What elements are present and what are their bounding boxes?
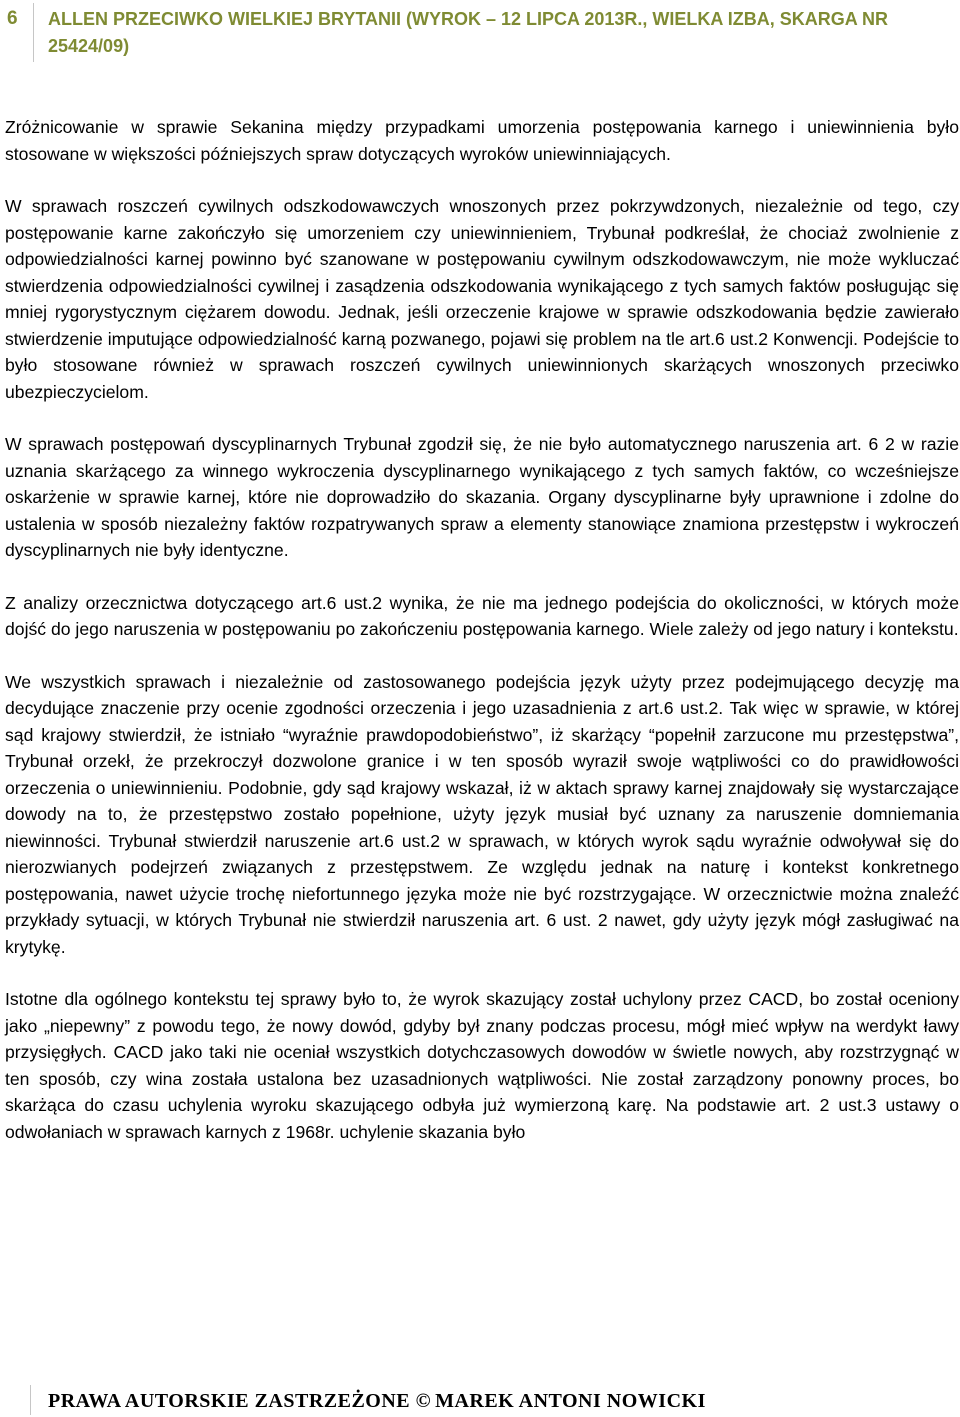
footer-divider — [30, 1385, 31, 1415]
header-divider — [33, 3, 34, 62]
paragraph: W sprawach roszczeń cywilnych odszkodowawczych wnoszonych przez pokrzywdzonych, niezależnie od tego, czy postępowanie karne zakończyło się umorzeniem czy uniewinnieniem, Trybunał podkreślał, że chociaż zwolnienie z odpowiedzialności karnej powinno być szanowane w postępowaniu cywilnym odszkodowawczym, nie może wykluczać stwierdzenia odpowiedzialności cywilnej i zasądzenia odszkodowania wynikającego z tych samych faktów posługując się mniej rygorystycznym ciężarem dowodu. Jednak, jeśli orzeczenie krajowe w sprawie odszkodowania będzie zawierało stwierdzenie imputujące odpowiedzialność karną pozwanego, pojawi się problem na tle art.6 ust.2 Konwencji. Podejście to było stosowane również w sprawach roszczeń cywilnych uniewinnionych skarżących wnoszonych przeciwko ubezpieczycielom. — [5, 196, 959, 402]
paragraph: Istotne dla ogólnego kontekstu tej sprawy było to, że wyrok skazujący został uchylony przez CACD, bo został oceniony jako „niepewny” z powodu tego, że nowy dowód, gdyby był znany podczas procesu, mógł mieć wpływ na werdykt ławy przysięgłych. CACD jako taki nie oceniał wszystkich dotychczasowych dowodów w świetle nowych, aby rozstrzygnąć w ten sposób, czy wina została ustalona bez uzasadnionych wątpliwości. Nie został zarządzony ponowny proces, bo skarżąca do czasu uchylenia wyroku skazującego odbyła już wymierzoną karę. Na podstawie art. 2 ust.3 ustawy o odwołaniach w sprawach karnych z 1968r. uchylenie skazania było — [5, 989, 959, 1142]
paragraph: We wszystkich sprawach i niezależnie od zastosowanego podejścia język użyty przez podejmującego decyzję ma decydujące znaczenie przy ocenie zgodności orzeczenia i jego uzasadnienia z art.6 ust.2. Tak więc w sprawie, w której sąd krajowy stwierdził, że istniało “wyraźnie prawdopodobieństwo”, iż skarżący “popełnił zarzucone mu przestępstwa”, Trybunał orzekł, że przekroczył dozwolone granice i w ten sposób wyraził swoje wątpliwości co do prawidłowości orzeczenia o uniewinnieniu. Podobnie, gdy sąd krajowy wskazał, iż w aktach sprawy karnej znajdowały się wystarczające dowody na to, że przestępstwo zostało popełnione, użyty język musiał być uznany za naruszenie domniemania niewinności. Trybunał stwierdził naruszenie art.6 ust.2 w sprawach, w których wyrok sądu wyraźnie odwoływał się do nierozwianych podejrzeń związanych z przestępstwem. Ze względu jednak na naturę i kontekst konkretnego postępowania, nawet użycie trochę niefortunnego języka może nie być rozstrzygające. W orzecznictwie można znaleźć przykłady sytuacji, w których Trybunał nie stwierdził naruszenia art. 6 ust. 2 nawet, gdy użyty język mógł zasługiwać na krytykę. — [5, 671, 959, 957]
document-title: ALLEN PRZECIWKO WIELKIEJ BRYTANII (WYROK – 12 LIPCA 2013R., WIELKA IZBA, SKARGA NR 25424/09) — [48, 9, 889, 56]
paragraph: Z analizy orzecznictwa dotyczącego art.6 ust.2 wynika, że nie ma jednego podejścia do okoliczności, w których może dojść do jego naruszenia w postępowaniu po zakończeniu postępowania karnego. Wiele zależy od jego natury i kontekstu. — [5, 592, 959, 639]
page-number: 6 — [7, 8, 18, 29]
document-body — [5, 114, 959, 1145]
page-header — [0, 0, 960, 70]
footer-copyright — [48, 1388, 948, 1414]
paragraph: W sprawach postępowań dyscyplinarnych Trybunał zgodził się, że nie było automatycznego naruszenia art. 6 2 w razie uznania skarżącego za winnego wykroczenia dyscyplinarnego wynikającego z tych samych faktów, co wcześniejsze oskarżenie w sprawie karnej, które nie doprowadziło do skazania. Organy dyscyplinarne były uprawnione i zdolne do ustalenia w sposób niezależny faktów rozpatrywanych spraw a elementy stanowiące znamiona przestępstw i wykroczeń dyscyplinarnych nie były identyczne. — [5, 434, 959, 560]
copyright-notice: PRAWA AUTORSKIE ZASTRZEŻONE © — [48, 1390, 432, 1412]
page-footer — [0, 1384, 960, 1417]
paragraph: Zróżnicowanie w sprawie Sekanina między przypadkami umorzenia postępowania karnego i uniewinnienia było stosowane w większości późniejszych spraw dotyczących wyroków uniewinniających. — [5, 117, 959, 164]
author-name: MAREK ANTONI NOWICKI — [435, 1390, 706, 1412]
